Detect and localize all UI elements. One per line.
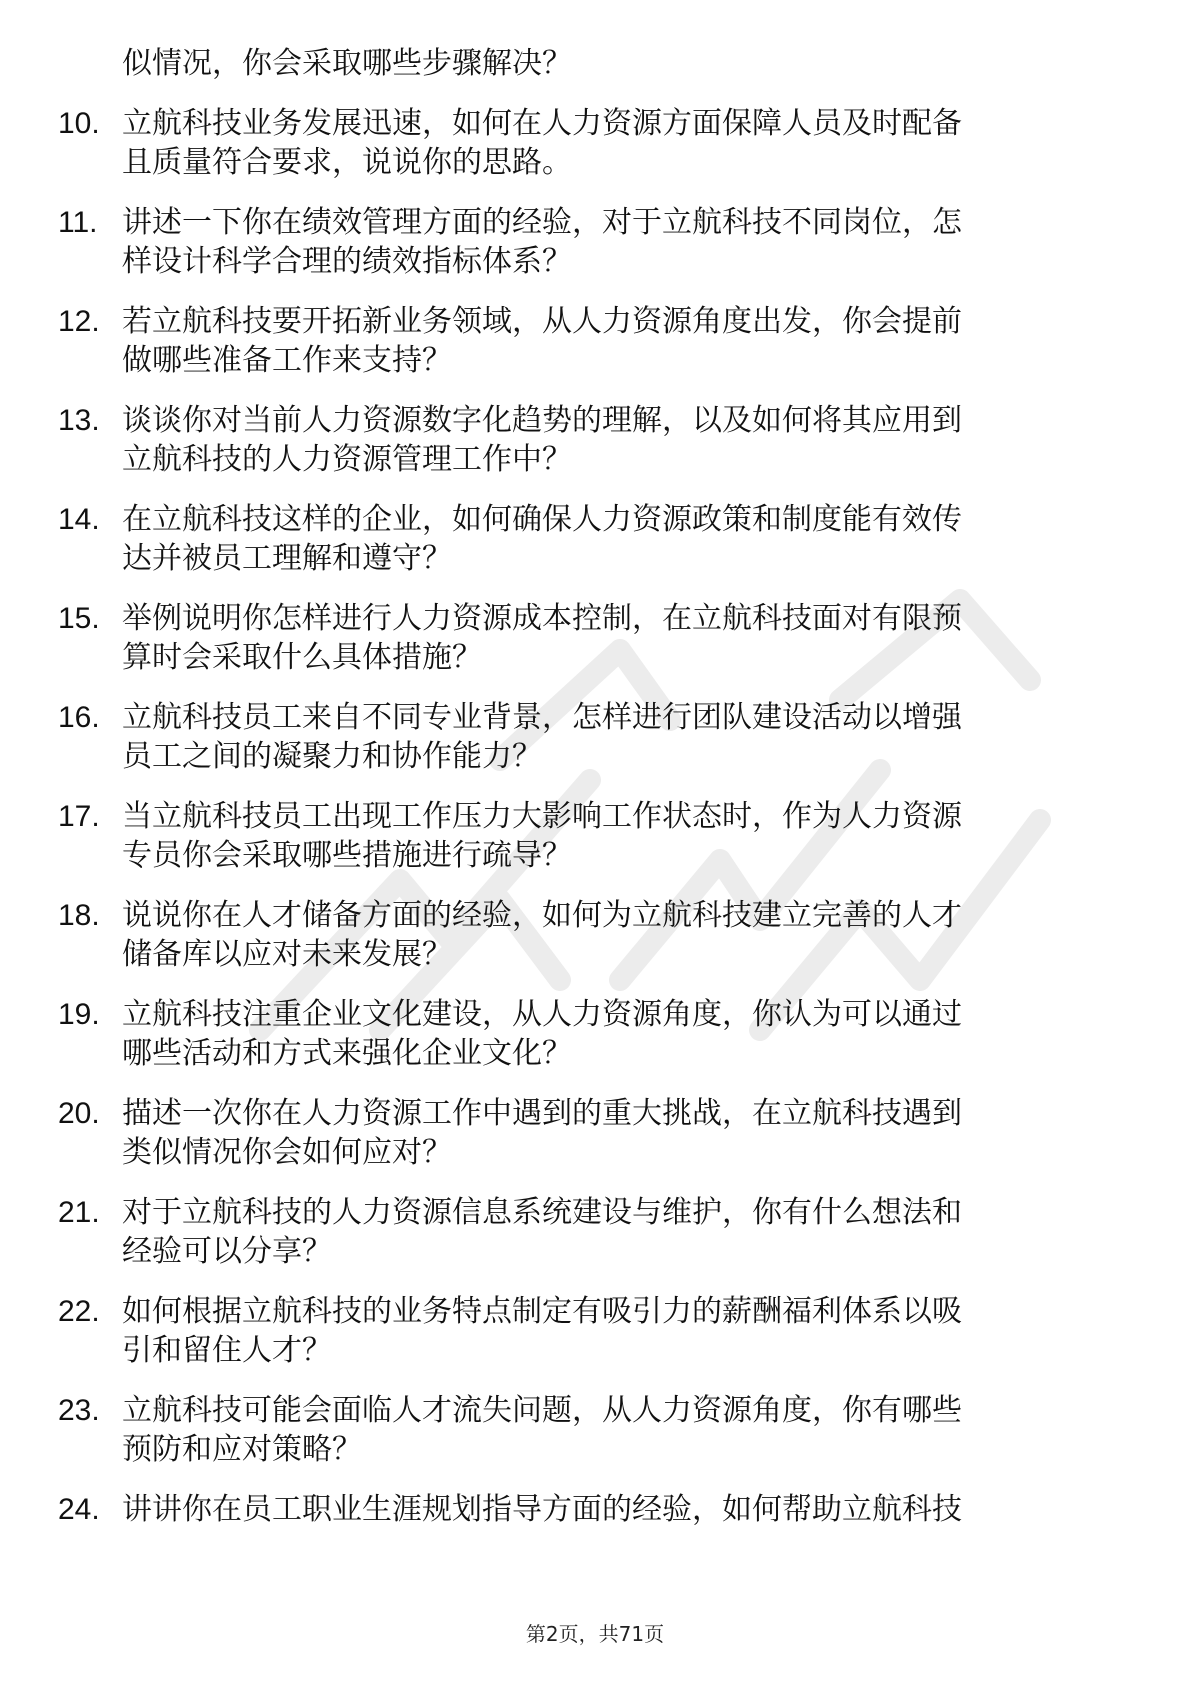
list-item-text: 若立航科技要开拓新业务领域，从人力资源角度出发，你会提前 做哪些准备工作来支持？ xyxy=(122,304,962,378)
list-item-number: 15. xyxy=(58,602,100,635)
list-item xyxy=(58,104,1138,182)
list-item xyxy=(58,995,1138,1073)
list-item xyxy=(58,599,1138,677)
list-item-number: 23. xyxy=(58,1394,100,1427)
list-item-text: 在立航科技这样的企业，如何确保人力资源政策和制度能有效传 达并被员工理解和遵守？ xyxy=(122,502,962,576)
list-item-number: 17. xyxy=(58,800,100,833)
list-item xyxy=(58,1292,1138,1370)
page-footer: 第2页，共71页 xyxy=(525,1622,665,1646)
list-item-text: 如何根据立航科技的业务特点制定有吸引力的薪酬福利体系以吸 引和留住人才？ xyxy=(122,1294,962,1368)
list-item xyxy=(58,302,1138,380)
list-item xyxy=(58,401,1138,479)
list-item-number: 16. xyxy=(58,701,100,734)
list-item-text: 说说你在人才储备方面的经验，如何为立航科技建立完善的人才 储备库以应对未来发展？ xyxy=(122,898,962,972)
list-item xyxy=(58,203,1138,281)
list-item-number: 19. xyxy=(58,998,100,1031)
list-item-text: 立航科技员工来自不同专业背景，怎样进行团队建设活动以增强 员工之间的凝聚力和协作能力？ xyxy=(122,700,962,774)
list-item-text: 讲述一下你在绩效管理方面的经验，对于立航科技不同岗位，怎 样设计科学合理的绩效指标体系？ xyxy=(122,205,962,279)
list-item-text: 当立航科技员工出现工作压力大影响工作状态时，作为人力资源 专员你会采取哪些措施进行疏导？ xyxy=(122,799,962,873)
question-list xyxy=(58,44,1138,1550)
list-item-number: 21. xyxy=(58,1196,100,1229)
list-item-text: 对于立航科技的人力资源信息系统建设与维护，你有什么想法和 经验可以分享？ xyxy=(122,1195,962,1269)
list-item-number: 20. xyxy=(58,1097,100,1130)
list-item-number: 22. xyxy=(58,1295,100,1328)
list-item xyxy=(58,797,1138,875)
list-item xyxy=(58,896,1138,974)
list-item-number: 24. xyxy=(58,1493,100,1526)
list-item xyxy=(58,500,1138,578)
list-item xyxy=(58,698,1138,776)
list-item-text: 举例说明你怎样进行人力资源成本控制，在立航科技面对有限预 算时会采取什么具体措施？ xyxy=(122,601,962,675)
list-item-text: 讲讲你在员工职业生涯规划指导方面的经验，如何帮助立航科技 xyxy=(122,1492,962,1527)
list-item xyxy=(58,1391,1138,1469)
list-item-number: 14. xyxy=(58,503,100,536)
list-item xyxy=(58,1490,1138,1529)
list-item-text: 立航科技注重企业文化建设，从人力资源角度，你认为可以通过 哪些活动和方式来强化企业文化？ xyxy=(122,997,962,1071)
list-item-text: 立航科技可能会面临人才流失问题，从人力资源角度，你有哪些 预防和应对策略？ xyxy=(122,1393,962,1467)
list-item-number: 13. xyxy=(58,404,100,437)
list-item-text: 谈谈你对当前人力资源数字化趋势的理解，以及如何将其应用到 立航科技的人力资源管理工作中？ xyxy=(122,403,962,477)
list-item xyxy=(58,1193,1138,1271)
list-item-text: 描述一次你在人力资源工作中遇到的重大挑战，在立航科技遇到 类似情况你会如何应对？ xyxy=(122,1096,962,1170)
list-item xyxy=(58,1094,1138,1172)
list-item-number: 11. xyxy=(58,206,98,239)
list-item-text: 似情况，你会采取哪些步骤解决？ xyxy=(122,46,572,81)
list-item-text: 立航科技业务发展迅速，如何在人力资源方面保障人员及时配备 且质量符合要求，说说你的思路。 xyxy=(122,106,962,180)
list-item-number: 18. xyxy=(58,899,100,932)
list-item-number: 12. xyxy=(58,305,100,338)
list-item-number: 10. xyxy=(58,107,100,140)
list-item-continuation xyxy=(58,44,1138,83)
